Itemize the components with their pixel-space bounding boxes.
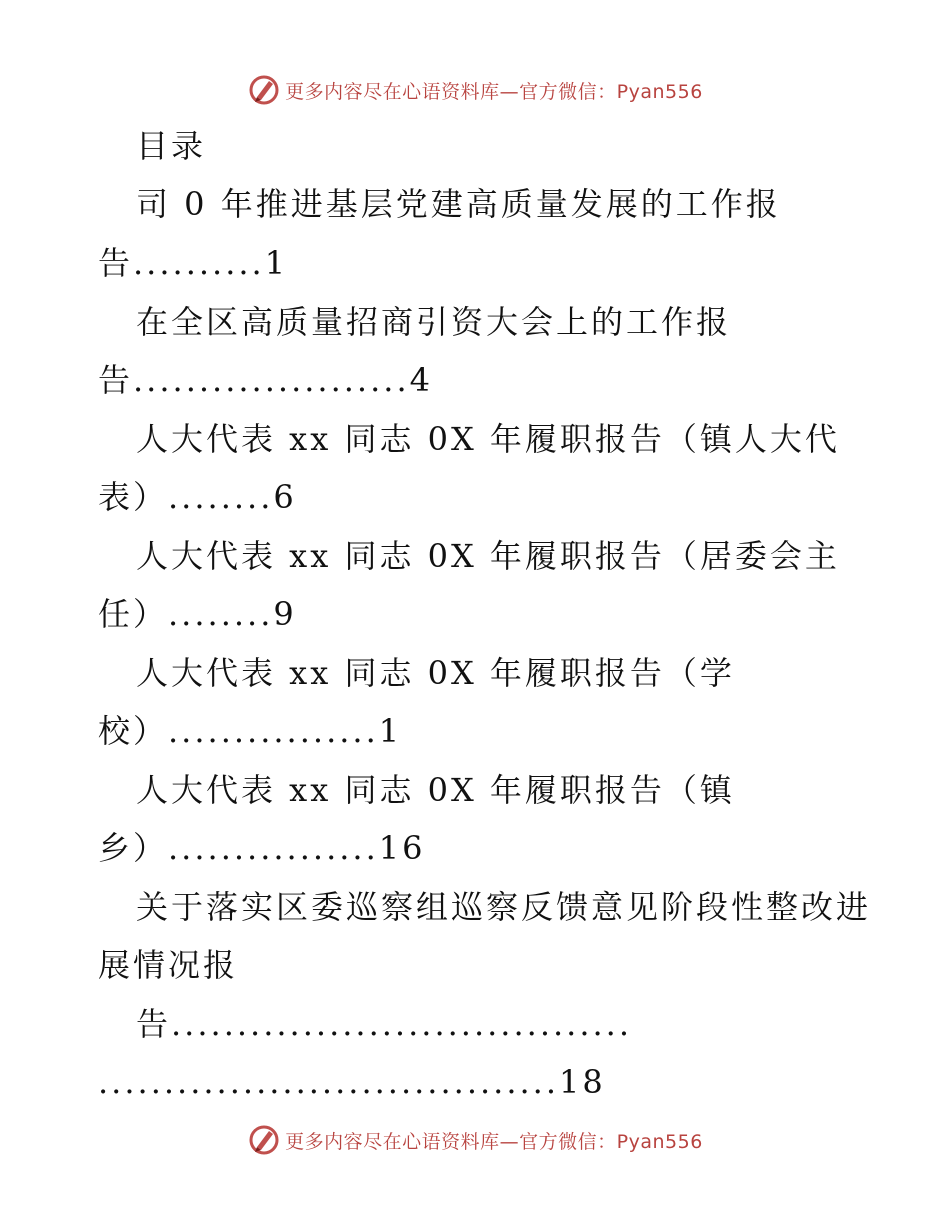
toc-line: 校）................1 xyxy=(98,712,403,750)
toc-line: 告................................... xyxy=(136,1005,633,1043)
toc-line: 关于落实区委巡察组巡察反馈意见阶段性整改进 xyxy=(136,888,872,926)
toc-line: 告..........1 xyxy=(98,244,289,282)
toc-line: 乡）................16 xyxy=(98,829,426,867)
pen-logo-icon xyxy=(247,1123,281,1157)
toc-line: 人大代表 xx 同志 0X 年履职报告（镇 xyxy=(136,771,735,809)
toc-line: 在全区高质量招商引资大会上的工作报 xyxy=(136,303,732,341)
toc-line: ...................................18 xyxy=(98,1063,606,1101)
header-watermark xyxy=(0,70,950,110)
toc-line: 人大代表 xx 同志 0X 年履职报告（学 xyxy=(136,654,735,692)
toc-line: 展情况报 xyxy=(98,946,239,984)
banner-text: 更多内容尽在心语资料库—官方微信：Pyan556 xyxy=(285,1130,703,1153)
toc-line: 表）........6 xyxy=(98,478,297,516)
toc-line: 告.....................4 xyxy=(98,361,433,399)
toc-line: 任）........9 xyxy=(98,595,297,633)
footer-watermark xyxy=(0,1120,950,1160)
toc-line: 司 0 年推进基层党建高质量发展的工作报 xyxy=(136,185,781,223)
pen-logo-icon xyxy=(247,73,281,107)
toc-line: 人大代表 xx 同志 0X 年履职报告（镇人大代 xyxy=(136,420,840,458)
toc-title: 目录 xyxy=(136,127,207,165)
banner-text: 更多内容尽在心语资料库—官方微信：Pyan556 xyxy=(285,80,703,103)
toc-line: 人大代表 xx 同志 0X 年履职报告（居委会主 xyxy=(136,537,840,575)
